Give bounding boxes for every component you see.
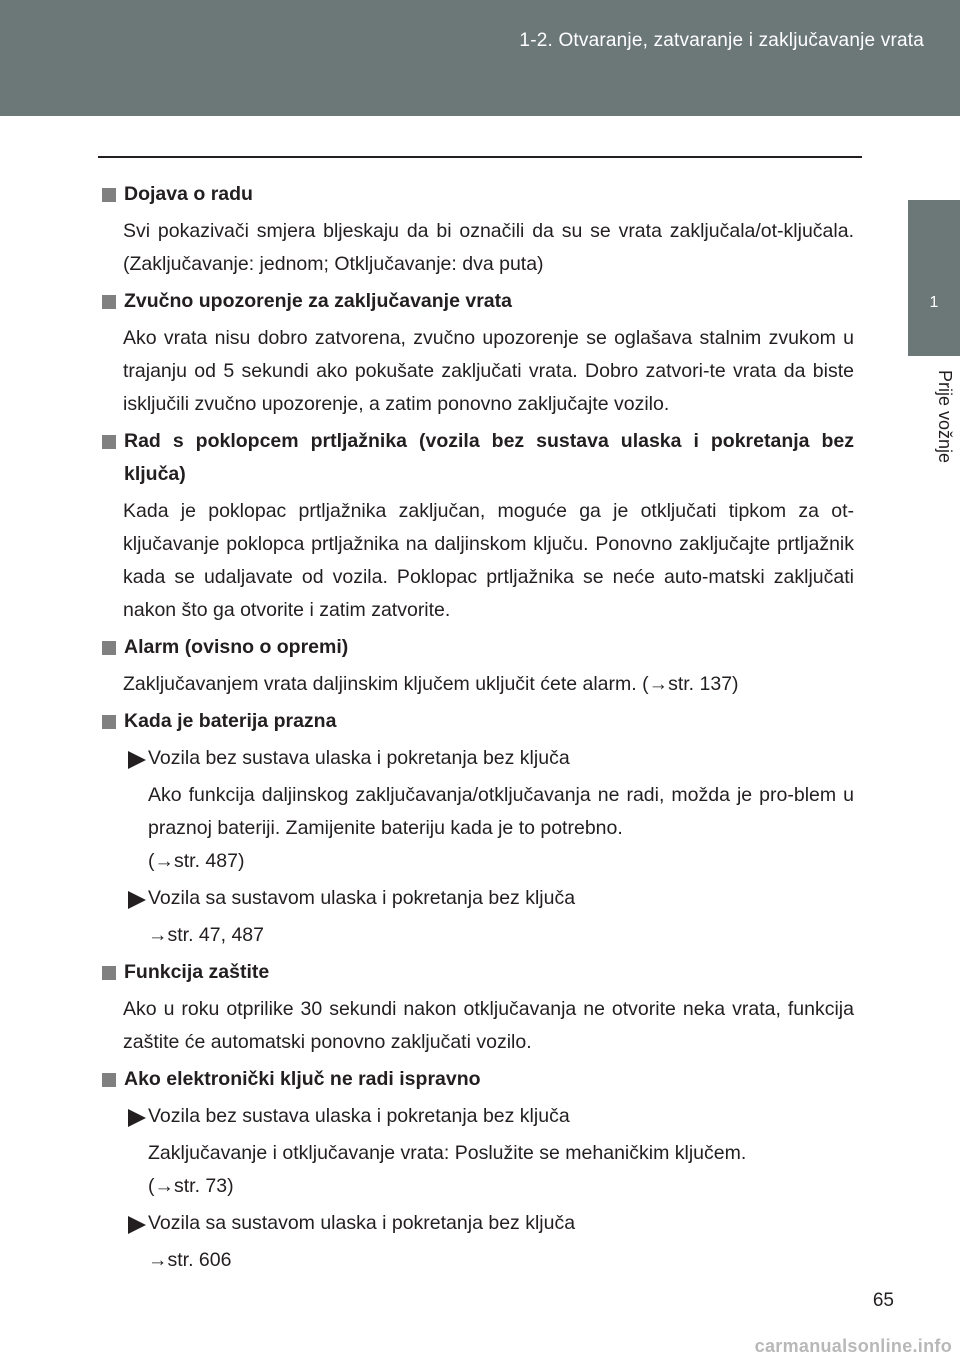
square-bullet-icon (102, 641, 116, 655)
section-heading: Rad s poklopcem prtljažnika (vozila bez sustava ulaska i pokretanja bez ključa) (100, 425, 854, 491)
sub-bullet: Vozila sa sustavom ulaska i pokretanja bez ključa (100, 1207, 854, 1240)
square-bullet-icon (102, 966, 116, 980)
section-alarm (100, 631, 854, 701)
page-reference: →str. 606 (148, 1249, 232, 1271)
chapter-number: 1 (929, 294, 939, 311)
section-protection-function (100, 956, 854, 1059)
square-bullet-icon (102, 1073, 116, 1087)
watermark: carmanualsonline.info (754, 1336, 952, 1356)
section-door-lock-buzzer (100, 285, 854, 421)
section-text: Ako u roku otprilike 30 sekundi nakon otključavanja ne otvorite neka vrata, funkcija zaštite će automatski ponovno zaključati vozilo. (123, 998, 854, 1053)
triangle-bullet-icon (128, 1216, 146, 1234)
section-heading: Dojava o radu (100, 178, 854, 211)
square-bullet-icon (102, 188, 116, 202)
triangle-bullet-icon (128, 891, 146, 909)
section-battery-empty (100, 705, 854, 952)
section-trunk-lid (100, 425, 854, 627)
triangle-bullet-icon (128, 1109, 146, 1127)
square-bullet-icon (102, 435, 116, 449)
chapter-tab (908, 200, 960, 356)
section-heading: Ako elektronički ključ ne radi ispravno (100, 1063, 854, 1096)
sub-bullet: Vozila bez sustava ulaska i pokretanja bez ključa (100, 742, 854, 775)
chapter-title: 1-2. Otvaranje, zatvaranje i zaključavanje vrata (519, 30, 924, 51)
section-electronic-key-fault (100, 1063, 854, 1277)
page-reference: →str. 47, 487 (148, 924, 264, 946)
sub-bullet: Vozila sa sustavom ulaska i pokretanja bez ključa (100, 882, 854, 915)
section-heading: Alarm (ovisno o opremi) (100, 631, 854, 664)
section-heading: Kada je baterija prazna (100, 705, 854, 738)
section-text: Zaključavanjem vrata daljinskim ključem uključit ćete alarm. (→str. 137) (123, 673, 739, 695)
sub-text: Zaključavanje i otključavanje vrata: Poslužite se mehaničkim ključem. (→str. 73) (148, 1142, 747, 1197)
page-reference: (→str. 73) (148, 1175, 234, 1197)
section-text: Ako vrata nisu dobro zatvorena, zvučno upozorenje se oglašava stalnim zvukom u trajanju od 5 sekundi ako pokušate zaključati vrata. Dobro zatvori-te vrata da biste isključili zvučno upozorenje, a zatim ponovno zaključajte vozilo. (123, 327, 854, 415)
page-number: 65 (872, 1290, 894, 1311)
header-band (0, 0, 960, 116)
square-bullet-icon (102, 715, 116, 729)
page-content (100, 178, 854, 1281)
square-bullet-icon (102, 295, 116, 309)
top-rule (98, 156, 862, 158)
sub-bullet: Vozila bez sustava ulaska i pokretanja bez ključa (100, 1100, 854, 1133)
section-operation-signal (100, 178, 854, 281)
section-heading: Funkcija zaštite (100, 956, 854, 989)
triangle-bullet-icon (128, 751, 146, 769)
page-reference: (→str. 487) (148, 850, 245, 872)
chapter-tab-label: Prije vožnje (935, 370, 955, 464)
section-heading: Zvučno upozorenje za zaključavanje vrata (100, 285, 854, 318)
sub-text: Ako funkcija daljinskog zaključavanja/otključavanja ne radi, možda je pro-blem u praznoj bateriji. Zamijenite bateriju kada je to potrebno. (→str. 487) (148, 784, 854, 872)
section-text: Svi pokazivači smjera bljeskaju da bi označili da su se vrata zaključala/ot-ključala. (Zaključavanje: jednom; Otključavanje: dva puta) (123, 220, 854, 275)
section-text: Kada je poklopac prtljažnika zaključan, moguće ga je otključati tipkom za ot-ključavanje poklopca prtljažnika na daljinskom ključu. Ponovno zaključajte prtljažnik kada se udaljavate od vozila. Poklopac prtljažnika se neće auto-matski zaključati nakon što ga otvorite i zatim zatvorite. (123, 500, 854, 621)
